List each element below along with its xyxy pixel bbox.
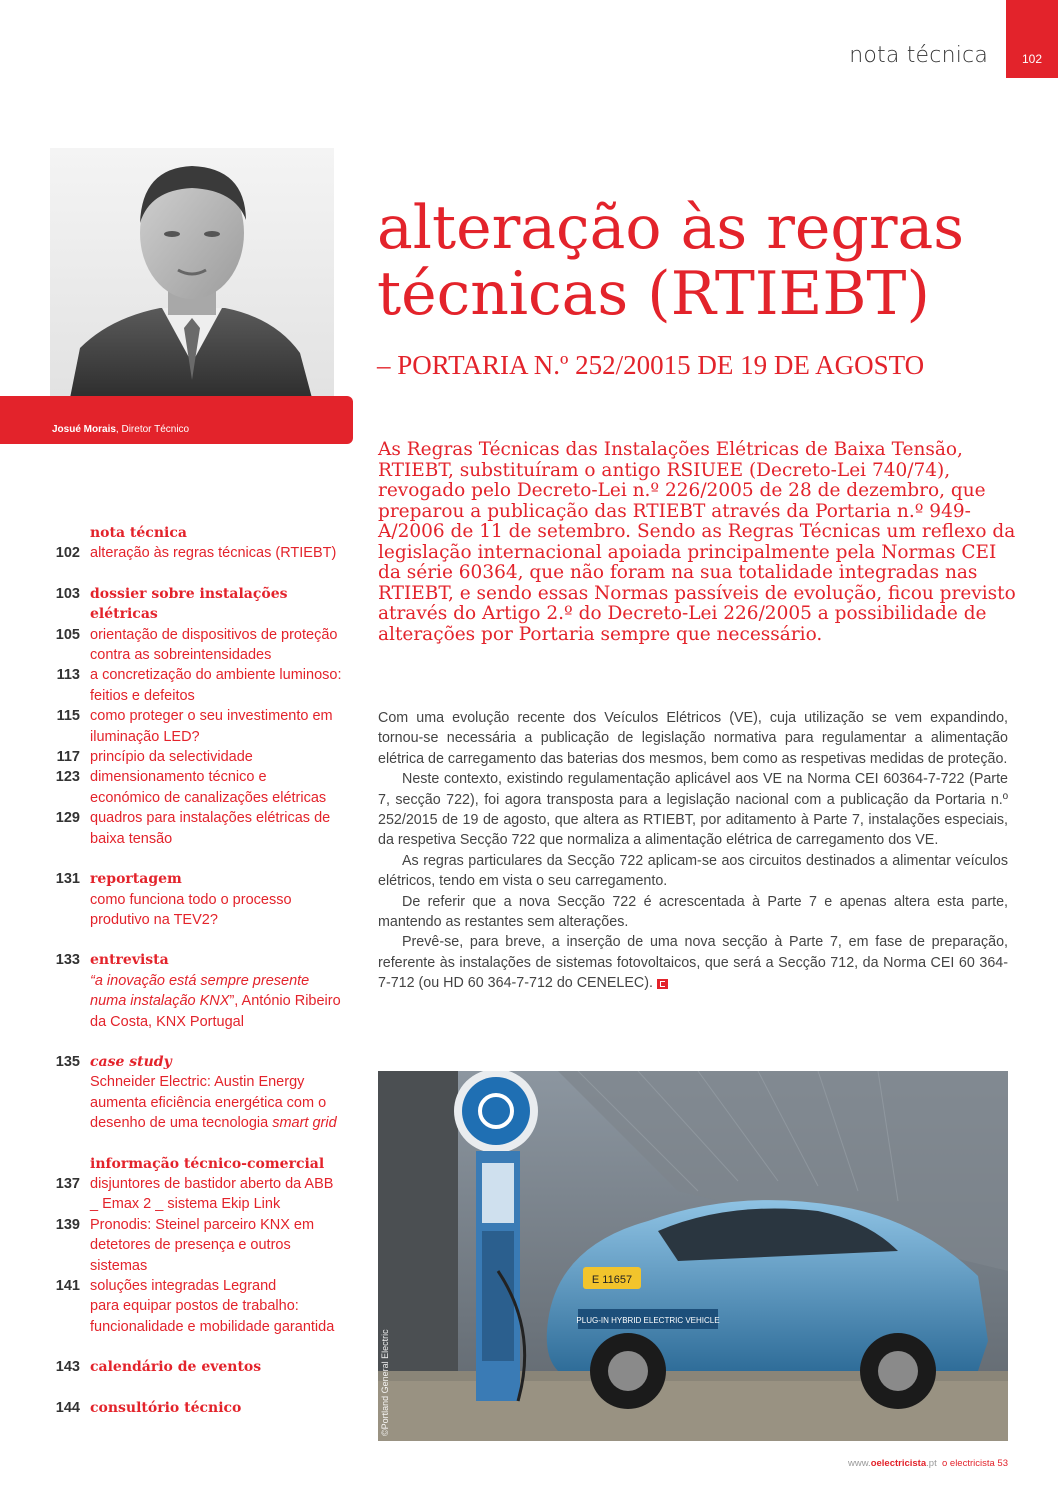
page-number-tab [1006,0,1058,78]
toc-entry[interactable]: 113 a concretização do ambiente luminoso: feitios e defeitos [56,667,342,704]
car-banner: PLUG-IN HYBRID ELECTRIC VEHICLE [576,1316,720,1325]
article-photo [378,1071,1008,1441]
section-label: nota técnica [849,43,988,68]
toc-entry[interactable]: 144 consultório técnico [55,1399,242,1416]
author-role: , Diretor Técnico [115,424,190,435]
page-number: 102 [1021,52,1043,66]
footer-domain: .pt [926,1458,937,1469]
portrait-illustration [50,148,334,398]
page-header [0,0,1058,80]
toc-heading: informação técnico-comercial [90,1155,325,1172]
article-subtitle: – PORTARIA N.º 252/20015 DE 19 DE AGOSTO [377,350,925,380]
toc-entry[interactable]: 133 entrevista “a inovação está sempre presente numa instalação KNX”, António Ribeiro da Costa, KNX Portugal [55,952,341,1030]
table-of-contents [40,523,360,1418]
title-line-1: alteração às regras [377,193,965,263]
paragraph: De referir que a nova Secção 722 é acrescentada à Parte 7 e apenas altera esta parte, mantendo as restantes sem alterações. [378,893,1008,931]
article-lead: As Regras Técnicas das Instalações Elétricas de Baixa Tensão, RTIEBT, substituíram o antigo RSIUEE (Decreto-Lei 740/74), revogado pelo Decreto-Lei n.º 226/2005 de 28 de dezembro, que preparou a publicação das RTIEBT através da Portaria n.º 949-A/2006 de 11 de setembro. Sendo as Regras Técnicas um reflexo da legislação internacional apoiada principalmente pela Normas CEI da série 60364, que não foram na sua totalidade integradas nas RTIEBT, e sendo essas Normas passíveis de evolução, ficou previsto através do Artigo 2.º do Decreto-Lei 226/2005 a possibilidade de alterações por Portaria sempre que necessário. [378,439,1016,645]
toc-entry[interactable]: 131 reportagem como funciona todo o processo produtivo na TEV2? [55,871,292,928]
photo-credit: ©Portland General Electric [380,1329,390,1436]
toc-entry[interactable]: 129 quadros para instalações elétricas de baixa tensão [55,810,331,847]
toc-entry[interactable]: 105 orientação de dispositivos de proteção contra as sobreintensidades [55,626,338,664]
toc-entry[interactable]: 102 alteração às regras técnicas (RTIEBT) [55,545,337,562]
toc-entry[interactable]: 141 soluções integradas Legrand para equipar postos de trabalho: funcionalidade e mobilidade garantida [55,1278,335,1335]
toc-heading: nota técnica [90,525,187,541]
article-title [377,195,1017,327]
toc-entry[interactable]: 139 Pronodis: Steinel parceiro KNX em detetores de presença e outros sistemas [55,1216,315,1274]
article-body [378,708,1008,994]
caption-band [0,396,353,444]
toc-entry[interactable]: 143 calendário de eventos [55,1359,262,1376]
paragraph: As regras particulares da Secção 722 aplicam-se aos circuitos destinados a alimentar veículos elétricos, tendo em vista o seu carregamento. [378,852,1008,890]
toc-entry[interactable]: 135 case study Schneider Electric: Austin Energy aumenta eficiência energética com o desenho de uma tecnologia smart grid [55,1053,337,1132]
end-of-article-icon [657,979,668,989]
author-name: Josué Morais [52,424,116,435]
license-plate: E 11657 [591,1274,633,1286]
paragraph-last [378,932,1008,993]
toc-entry[interactable]: 137 disjuntores de bastidor aberto da ABB _ Emax 2 _ sistema Ekip Link [55,1175,334,1213]
toc-entry[interactable]: 103 dossier sobre instalações elétricas [55,585,288,623]
title-line-2: técnicas (RTIEBT) [377,259,930,329]
paragraph: Com uma evolução recente dos Veículos Elétricos (VE), cuja utilização se vem expandindo, tornou-se necessária a publicação de legislação normativa para regulamentar a alimentação elétrica de carregamento das baterias dos mesmos, bem como as respetivas medidas de proteção. [378,710,1008,767]
page-footer [848,1458,1008,1469]
footer-site[interactable]: oelectricista [870,1458,927,1469]
toc-entry[interactable]: 117 princípio da selectividade [56,749,253,766]
footer-magazine: o electricista 53 [941,1458,1008,1469]
toc-entry[interactable]: 123 dimensionamento técnico e económico de canalizações elétricas [55,769,327,806]
toc-entry[interactable]: 115 como proteger o seu investimento em iluminação LED? [56,708,333,745]
author-portrait [50,148,334,398]
ev-charging-photo [378,1071,1008,1441]
author-caption [52,424,189,435]
footer-www: www. [847,1458,871,1469]
paragraph-text: Prevê-se, para breve, a inserção de uma nova secção à Parte 7, em fase de preparação, referente às instalações de sistemas fotovoltaicos, que será a Secção 712, da Norma CEI 60 364-7-712 (ou HD 60 364-7-712 do CENELEC). [378,934,1008,992]
paragraph: Neste contexto, existindo regulamentação aplicável aos VE na Norma CEI 60364-7-722 (Parte 7, secção 722), foi agora transposta para a legislação nacional com a publicação da Portaria n.º 252/2015 de 19 de agosto, que altera as RTIEBT, por aditamento à Parte 7, instalações especiais, da respetiva Secção 722 que normaliza a alimentação elétrica de carregamento dos VE. [378,771,1008,849]
